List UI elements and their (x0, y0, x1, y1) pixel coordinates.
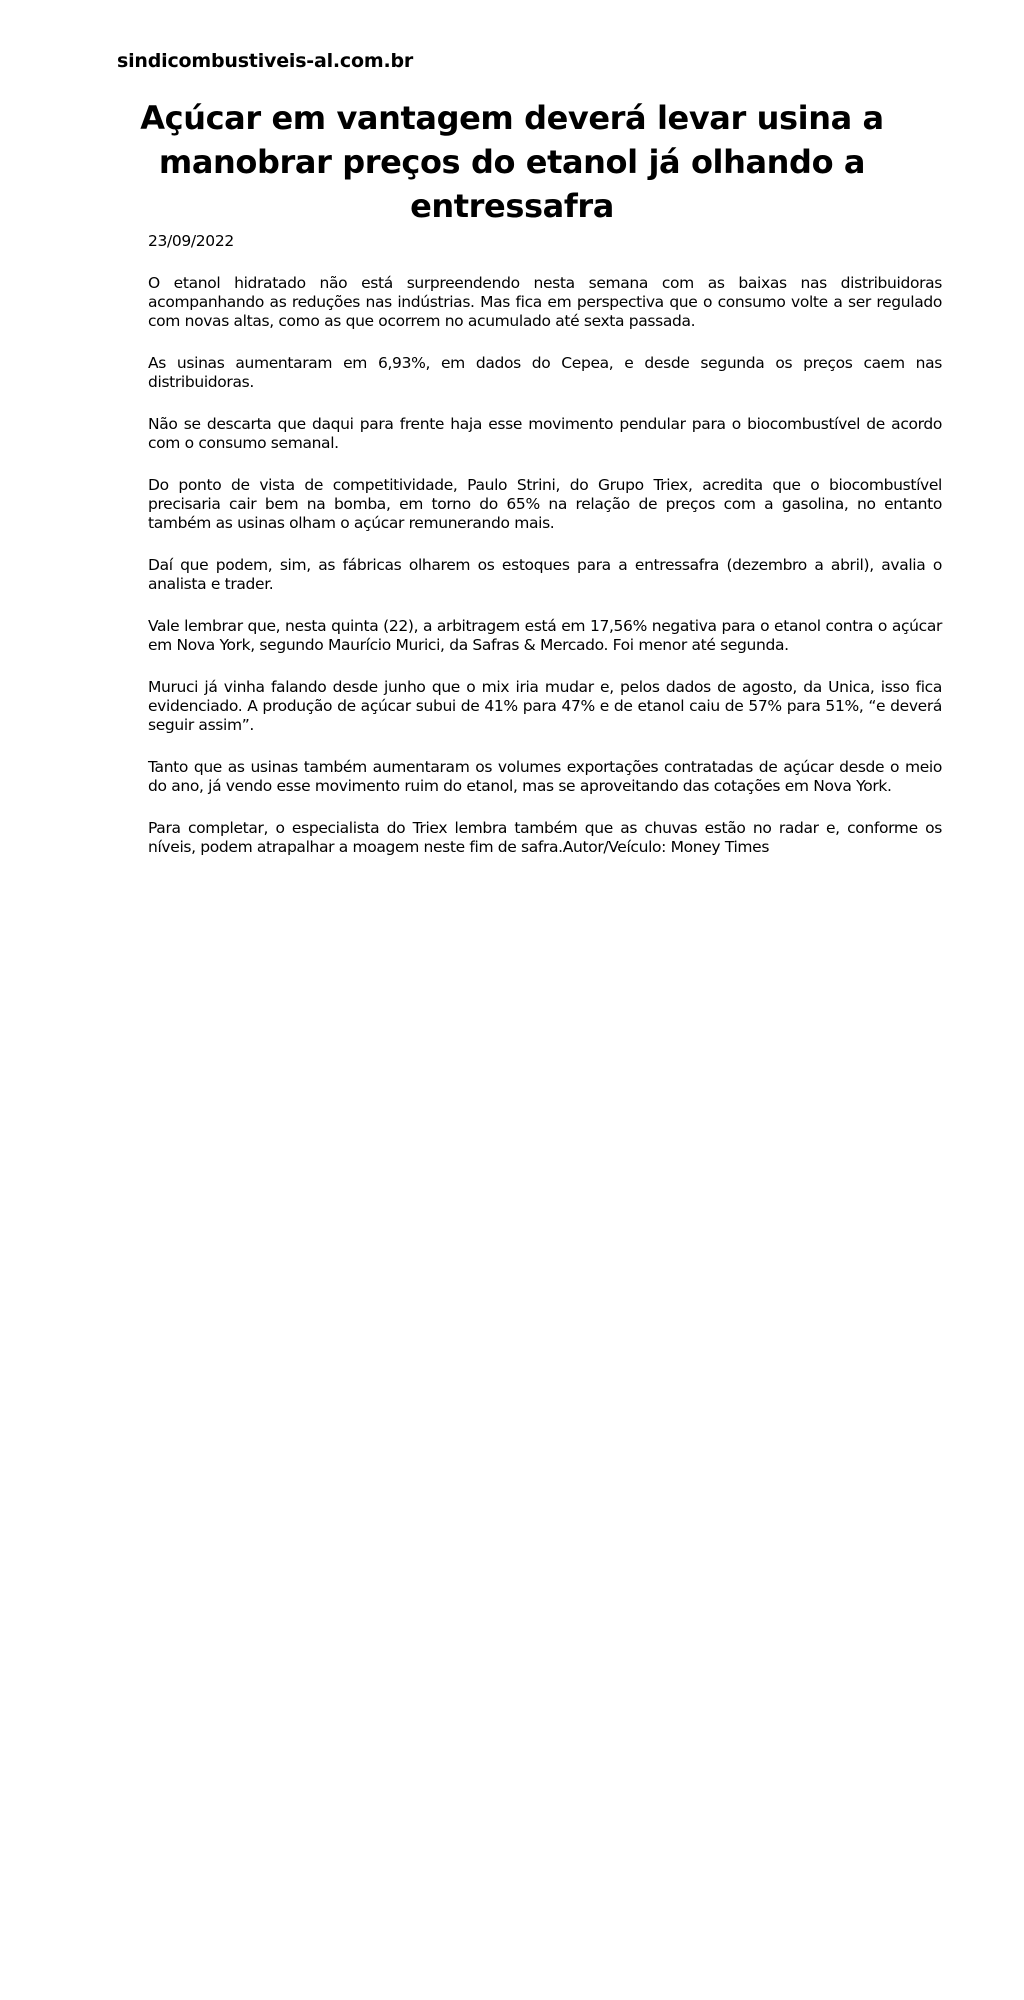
article-paragraph: O etanol hidratado não está surpreendendo nesta semana com as baixas nas distribuidoras acompanhando as reduções nas indústrias. Mas fica em perspectiva que o consumo volte a ser regulado com novas altas, como as que ocorrem no acumulado até sexta passada. (148, 274, 942, 330)
article-paragraph: Tanto que as usinas também aumentaram os volumes exportações contratadas de açúcar desde o meio do ano, já vendo esse movimento ruim do etanol, mas se aproveitando das cotações em Nova York. (148, 758, 942, 795)
article-paragraph: Para completar, o especialista do Triex lembra também que as chuvas estão no radar e, conforme os níveis, podem atrapalhar a moagem neste fim de safra.Autor/Veículo: Money Times (148, 819, 942, 856)
article-body (148, 232, 942, 880)
article-date: 23/09/2022 (148, 232, 234, 250)
site-name: sindicombustiveis-al.com.br (117, 50, 414, 72)
article-paragraph: Muruci já vinha falando desde junho que o mix iria mudar e, pelos dados de agosto, da Unica, isso fica evidenciado. A produção de açúcar subui de 41% para 47% e de etanol caiu de 57% para 51%, “e deverá seguir assim”. (148, 678, 942, 734)
article-paragraph: Vale lembrar que, nesta quinta (22), a arbitragem está em 17,56% negativa para o etanol contra o açúcar em Nova York, segundo Maurício Murici, da Safras & Mercado. Foi menor até segunda. (148, 617, 942, 654)
article-title: Açúcar em vantagem deverá levar usina a manobrar preços do etanol já olhando a entressafra (140, 99, 884, 225)
article-paragraph: Do ponto de vista de competitividade, Paulo Strini, do Grupo Triex, acredita que o biocombustível precisaria cair bem na bomba, em torno do 65% na relação de preços com a gasolina, no entanto também as usinas olham o açúcar remunerando mais. (148, 476, 942, 532)
article-paragraph: Daí que podem, sim, as fábricas olharem os estoques para a entressafra (dezembro a abril), avalia o analista e trader. (148, 556, 942, 593)
article-paragraph: Não se descarta que daqui para frente haja esse movimento pendular para o biocombustível de acordo com o consumo semanal. (148, 415, 942, 452)
article-paragraph: As usinas aumentaram em 6,93%, em dados do Cepea, e desde segunda os preços caem nas distribuidoras. (148, 354, 942, 391)
